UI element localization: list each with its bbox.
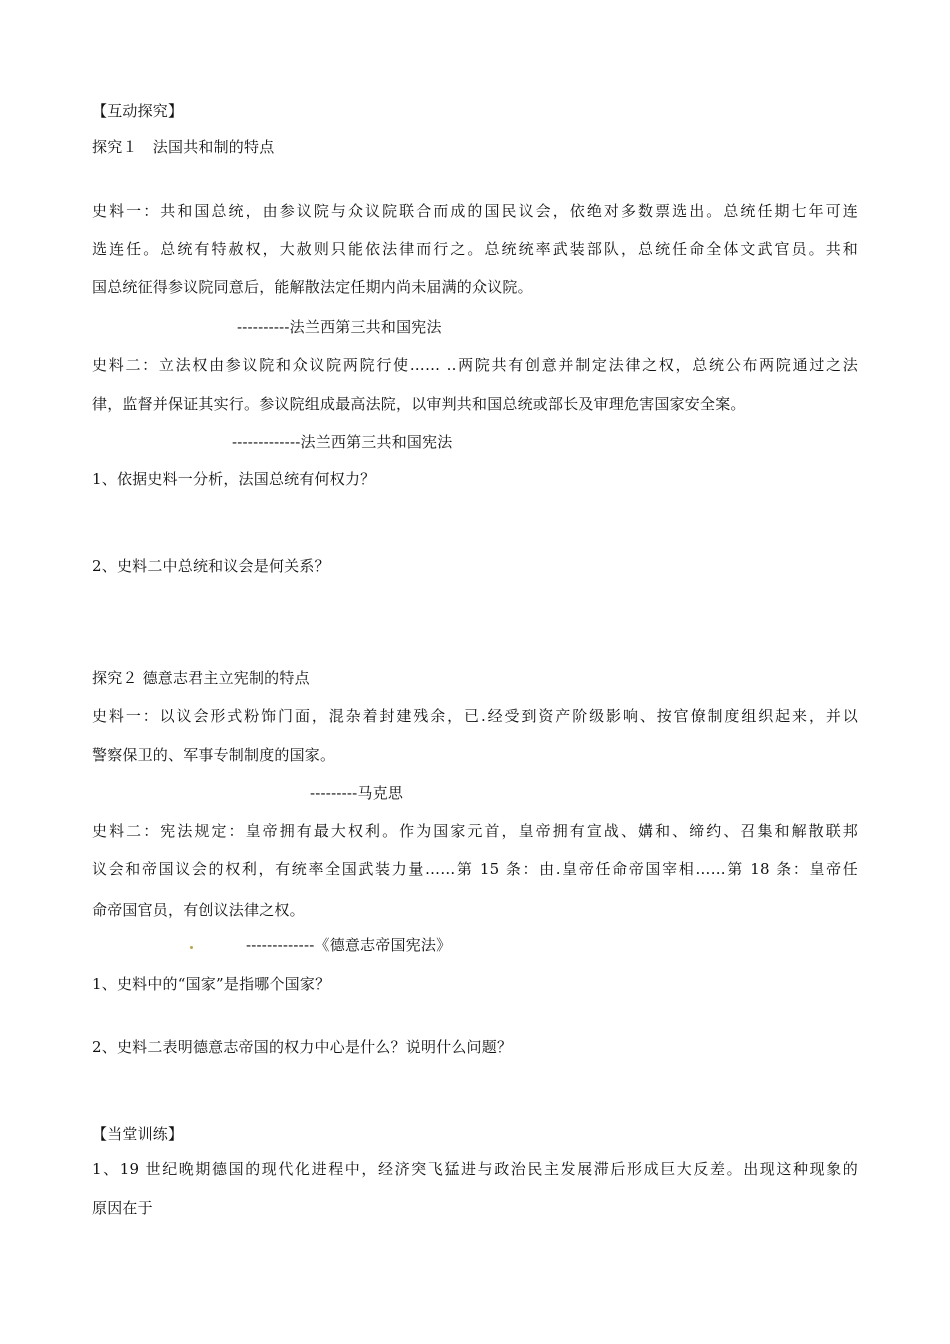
practice-item1-line: 原因在于	[92, 1199, 153, 1217]
section-heading-class-practice: 【当堂训练】	[92, 1125, 184, 1143]
topic2-material1-line: 警察保卫的、军事专制制度的国家。	[92, 746, 336, 764]
topic2-material2-line: 命帝国官员，有创议法律之权。	[92, 901, 305, 919]
topic1-material1-source: ----------法兰西第三共和国宪法	[237, 318, 442, 336]
topic2-title: 探究２ 德意志君主立宪制的特点	[92, 669, 310, 687]
topic1-material2-source: -------------法兰西第三共和国宪法	[232, 433, 453, 451]
topic2-material1-source: ---------马克思	[310, 784, 404, 802]
topic2-material2-line: 史料二：宪法规定：皇帝拥有最大权利。作为国家元首，皇帝拥有宣战、媾和、缔约、召集和解散联邦	[92, 822, 858, 840]
practice-item1-line: 1、19 世纪晚期德国的现代化进程中，经济突飞猛进与政治民主发展滞后形成巨大反差。出现这种现象的	[92, 1160, 858, 1178]
topic2-question2: 2、史料二表明德意志帝国的权力中心是什么？说明什么问题？	[92, 1038, 513, 1056]
topic2-material2-source: -------------《德意志帝国宪法》	[246, 936, 452, 954]
section-heading-interactive-inquiry: 【互动探究】	[92, 102, 184, 120]
topic1-material1-line: 选连任。总统有特赦权，大赦则只能依法律而行之。总统统率武装部队，总统任命全体文武官员。共和	[92, 240, 858, 258]
topic1-question1: 1、依据史料一分析，法国总统有何权力？	[92, 470, 376, 488]
topic1-title: 探究１ 法国共和制的特点	[92, 138, 275, 156]
topic1-material1-line: 史料一：共和国总统，由参议院与众议院联合而成的国民议会，依绝对多数票选出。总统任期七年可连	[92, 202, 858, 220]
topic1-material1-line: 国总统征得参议院同意后，能解散法定任期内尚未届满的众议院。	[92, 278, 533, 296]
topic1-material2-line: 律，监督并保证其实行。参议院组成最高法院，以审判共和国总统或部长及审理危害国家安全案。	[92, 395, 746, 413]
topic1-question2: 2、史料二中总统和议会是何关系？	[92, 557, 330, 575]
topic2-question1: 1、史料中的“国家”是指哪个国家？	[92, 975, 331, 993]
topic2-material2-line: 议会和帝国议会的权利，有统率全国武装力量……第 15 条：由.皇帝任命帝国宰相……第 18 条：皇帝任	[92, 860, 858, 878]
topic1-material2-line: 史料二：立法权由参议院和众议院两院行使…… ..两院共有创意并制定法律之权，总统公布两院通过之法	[92, 356, 858, 374]
topic2-material1-line: 史料一：以议会形式粉饰门面，混杂着封建残余，已.经受到资产阶级影响、按官僚制度组织起来，并以	[92, 707, 858, 725]
stray-dot-mark	[190, 946, 193, 949]
